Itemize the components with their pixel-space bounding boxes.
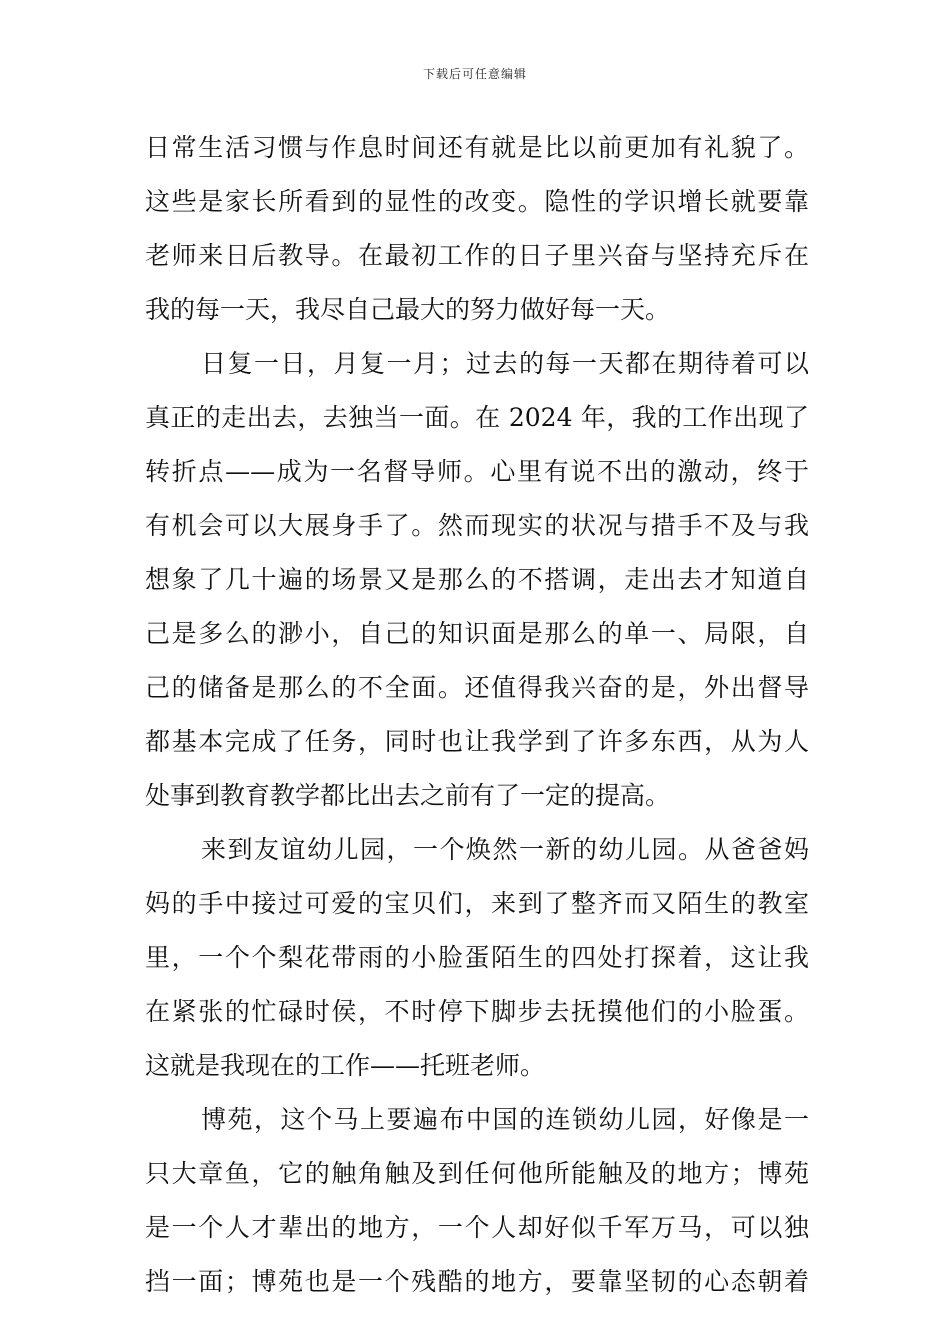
text-line: 只大章鱼，它的触角触及到任何他所能触及的地方；博苑 (145, 1159, 809, 1188)
text-line: 都基本完成了任务，同时也让我学到了许多东西，从为人 (145, 727, 809, 756)
text-line: 处事到教育教学都比出去之前有了一定的提高。 (145, 781, 671, 810)
text-line: 妈的手中接过可爱的宝贝们，来到了整齐而又陌生的教室 (145, 889, 809, 918)
paragraph-first-line: 博苑，这个马上要遍布中国的连锁幼儿园，好像是一 (201, 1105, 809, 1134)
text-line: 转折点——成为一名督导师。心里有说不出的激动，终于 (145, 457, 809, 486)
text-line: 里，一个个梨花带雨的小脸蛋陌生的四处打探着，这让我 (145, 943, 809, 972)
text-line: 挡一面；博苑也是一个残酷的地方，要靠坚韧的心态朝着 (145, 1267, 809, 1296)
text-line: 己是多么的渺小，自己的知识面是那么的单一、局限，自 (145, 619, 809, 648)
text-line: 真正的走出去，去独当一面。在 2024 年，我的工作出现了 (145, 403, 809, 432)
text-line: 有机会可以大展身手了。然而现实的状况与措手不及与我 (145, 511, 809, 540)
paragraph-first-line: 日复一日，月复一月；过去的每一天都在期待着可以 (201, 349, 809, 378)
text-line: 己的储备是那么的不全面。还值得我兴奋的是，外出督导 (145, 673, 809, 702)
text-line: 日常生活习惯与作息时间还有就是比以前更加有礼貌了。 (145, 133, 809, 162)
text-line: 我的每一天，我尽自己最大的努力做好每一天。 (145, 295, 671, 324)
text-line: 想象了几十遍的场景又是那么的不搭调，走出去才知道自 (145, 565, 809, 594)
text-line: 是一个人才辈出的地方，一个人却好似千军万马，可以独 (145, 1213, 809, 1242)
text-line: 这就是我现在的工作——托班老师。 (145, 1051, 546, 1080)
text-line: 这些是家长所看到的显性的改变。隐性的学识增长就要靠 (145, 187, 809, 216)
page-header: 下载后可任意编辑 (422, 67, 527, 81)
text-line: 在紧张的忙碌时侯，不时停下脚步去抚摸他们的小脸蛋。 (145, 997, 809, 1026)
text-line: 老师来日后教导。在最初工作的日子里兴奋与坚持充斥在 (145, 241, 809, 270)
document-body (145, 121, 809, 1309)
paragraph-first-line: 来到友谊幼儿园，一个焕然一新的幼儿园。从爸爸妈 (201, 835, 809, 864)
